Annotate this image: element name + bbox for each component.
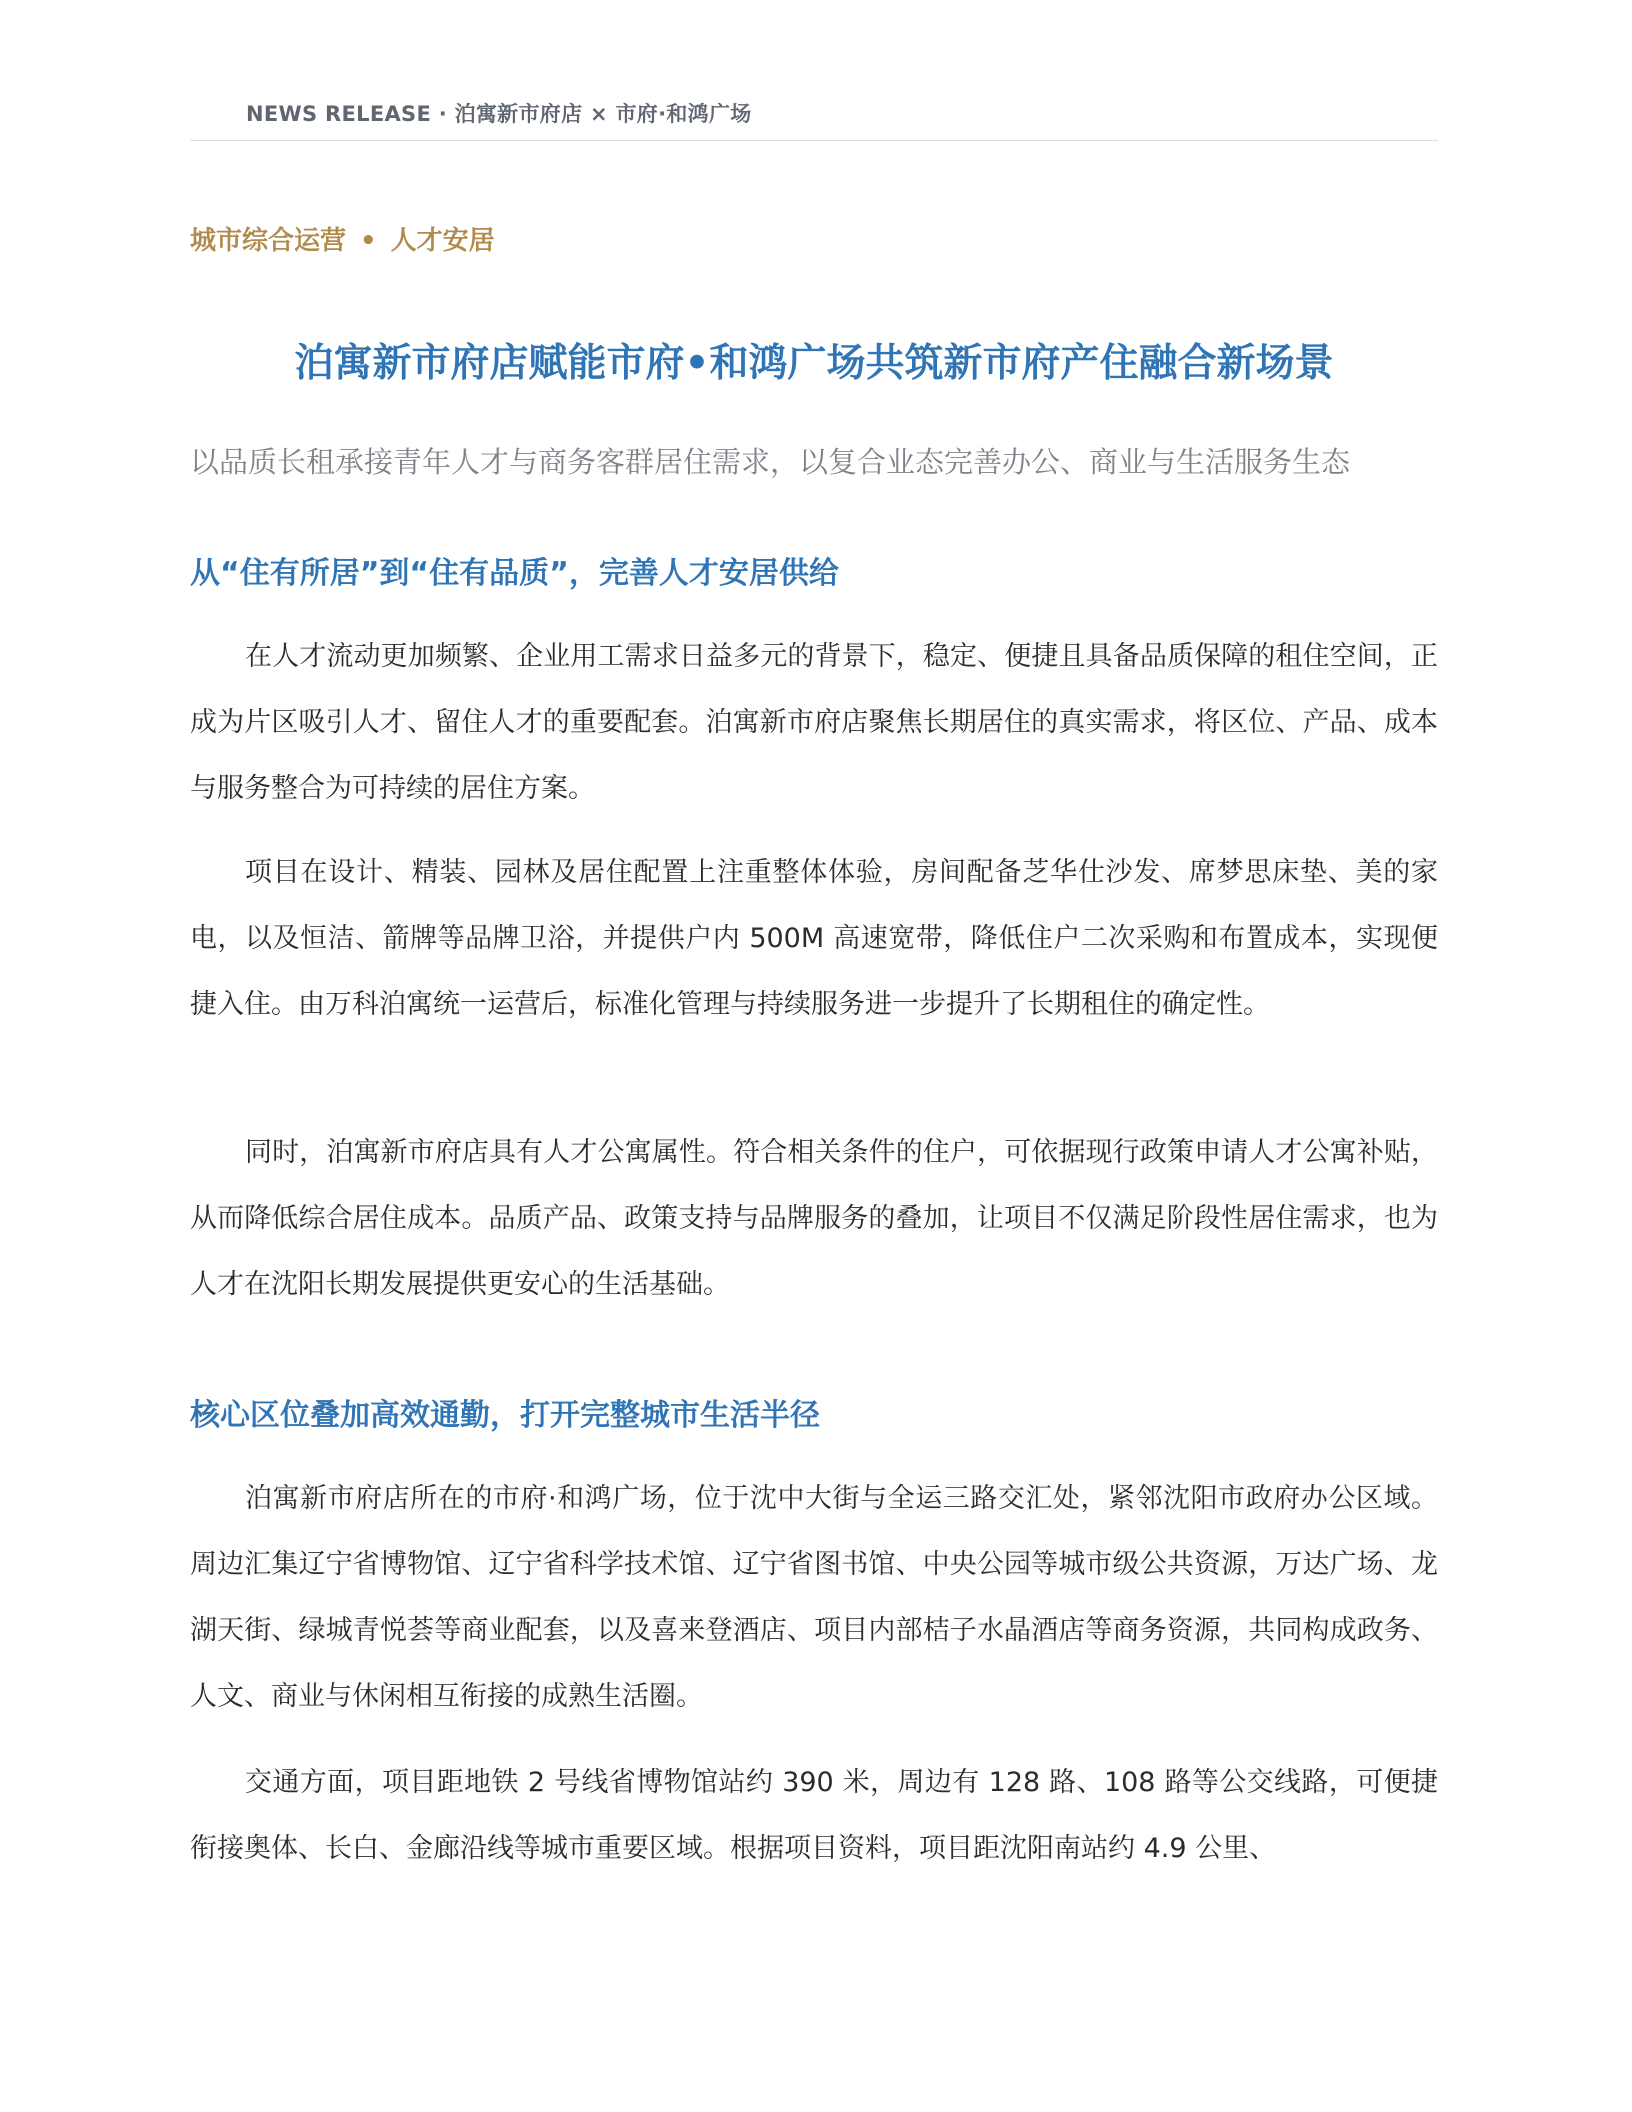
- body-paragraph: 同时，泊寓新市府店具有人才公寓属性。符合相关条件的住户，可依据现行政策申请人才公寓补贴，从而降低综合居住成本。品质产品、政策支持与品牌服务的叠加，让项目不仅满足阶段性居住需求，也为人才在沈阳长期发展提供更安心的生活基础。: [190, 1137, 1438, 1300]
- kicker-topic: 人才安居: [390, 226, 495, 256]
- article-title: 泊寓新市府店赋能市府•和鸿广场共筑新市府产住融合新场景: [294, 341, 1334, 386]
- body-paragraph: 泊寓新市府店所在的市府·和鸿广场，位于沈中大街与全运三路交汇处，紧邻沈阳市政府办公区域。周边汇集辽宁省博物馆、辽宁省科学技术馆、辽宁省图书馆、中央公园等城市级公共资源，万达广场、龙湖天街、绿城青悦荟等商业配套，以及喜来登酒店、项目内部桔子水晶酒店等商务资源，共同构成政务、人文、商业与休闲相互衔接的成熟生活圈。: [190, 1483, 1438, 1712]
- kicker-separator: •: [360, 226, 377, 256]
- category-kicker: [190, 220, 495, 257]
- header-divider: [190, 140, 1438, 141]
- body-paragraph: 交通方面，项目距地铁 2 号线省博物馆站约 390 米，周边有 128 路、108 路等公交线路，可便捷衔接奥体、长白、金廊沿线等城市重要区域。根据项目资料，项目距沈阳南站约 4.9 公里、: [190, 1767, 1438, 1864]
- section-heading-location-commute: 核心区位叠加高效通勤，打开完整城市生活半径: [190, 1398, 820, 1433]
- body-paragraph: 在人才流动更加频繁、企业用工需求日益多元的背景下，稳定、便捷且具备品质保障的租住空间，正成为片区吸引人才、留住人才的重要配套。泊寓新市府店聚焦长期居住的真实需求，将区位、产品、成本与服务整合为可持续的居住方案。: [190, 641, 1438, 804]
- running-header: NEWS RELEASE · 泊寓新市府店 × 市府·和鸿广场: [246, 102, 752, 126]
- section-heading-talent-housing: 从“住有所居”到“住有品质”，完善人才安居供给: [190, 556, 839, 591]
- body-paragraph: 项目在设计、精装、园林及居住配置上注重整体体验，房间配备芝华仕沙发、席梦思床垫、美的家电，以及恒洁、箭牌等品牌卫浴，并提供户内 500M 高速宽带，降低住户二次采购和布置成本，实现便捷入住。由万科泊寓统一运营后，标准化管理与持续服务进一步提升了长期租住的确定性。: [190, 857, 1438, 1020]
- kicker-category: 城市综合运营: [190, 226, 347, 256]
- article-subtitle: 以品质长租承接青年人才与商务客群居住需求，以复合业态完善办公、商业与生活服务生态: [190, 445, 1351, 479]
